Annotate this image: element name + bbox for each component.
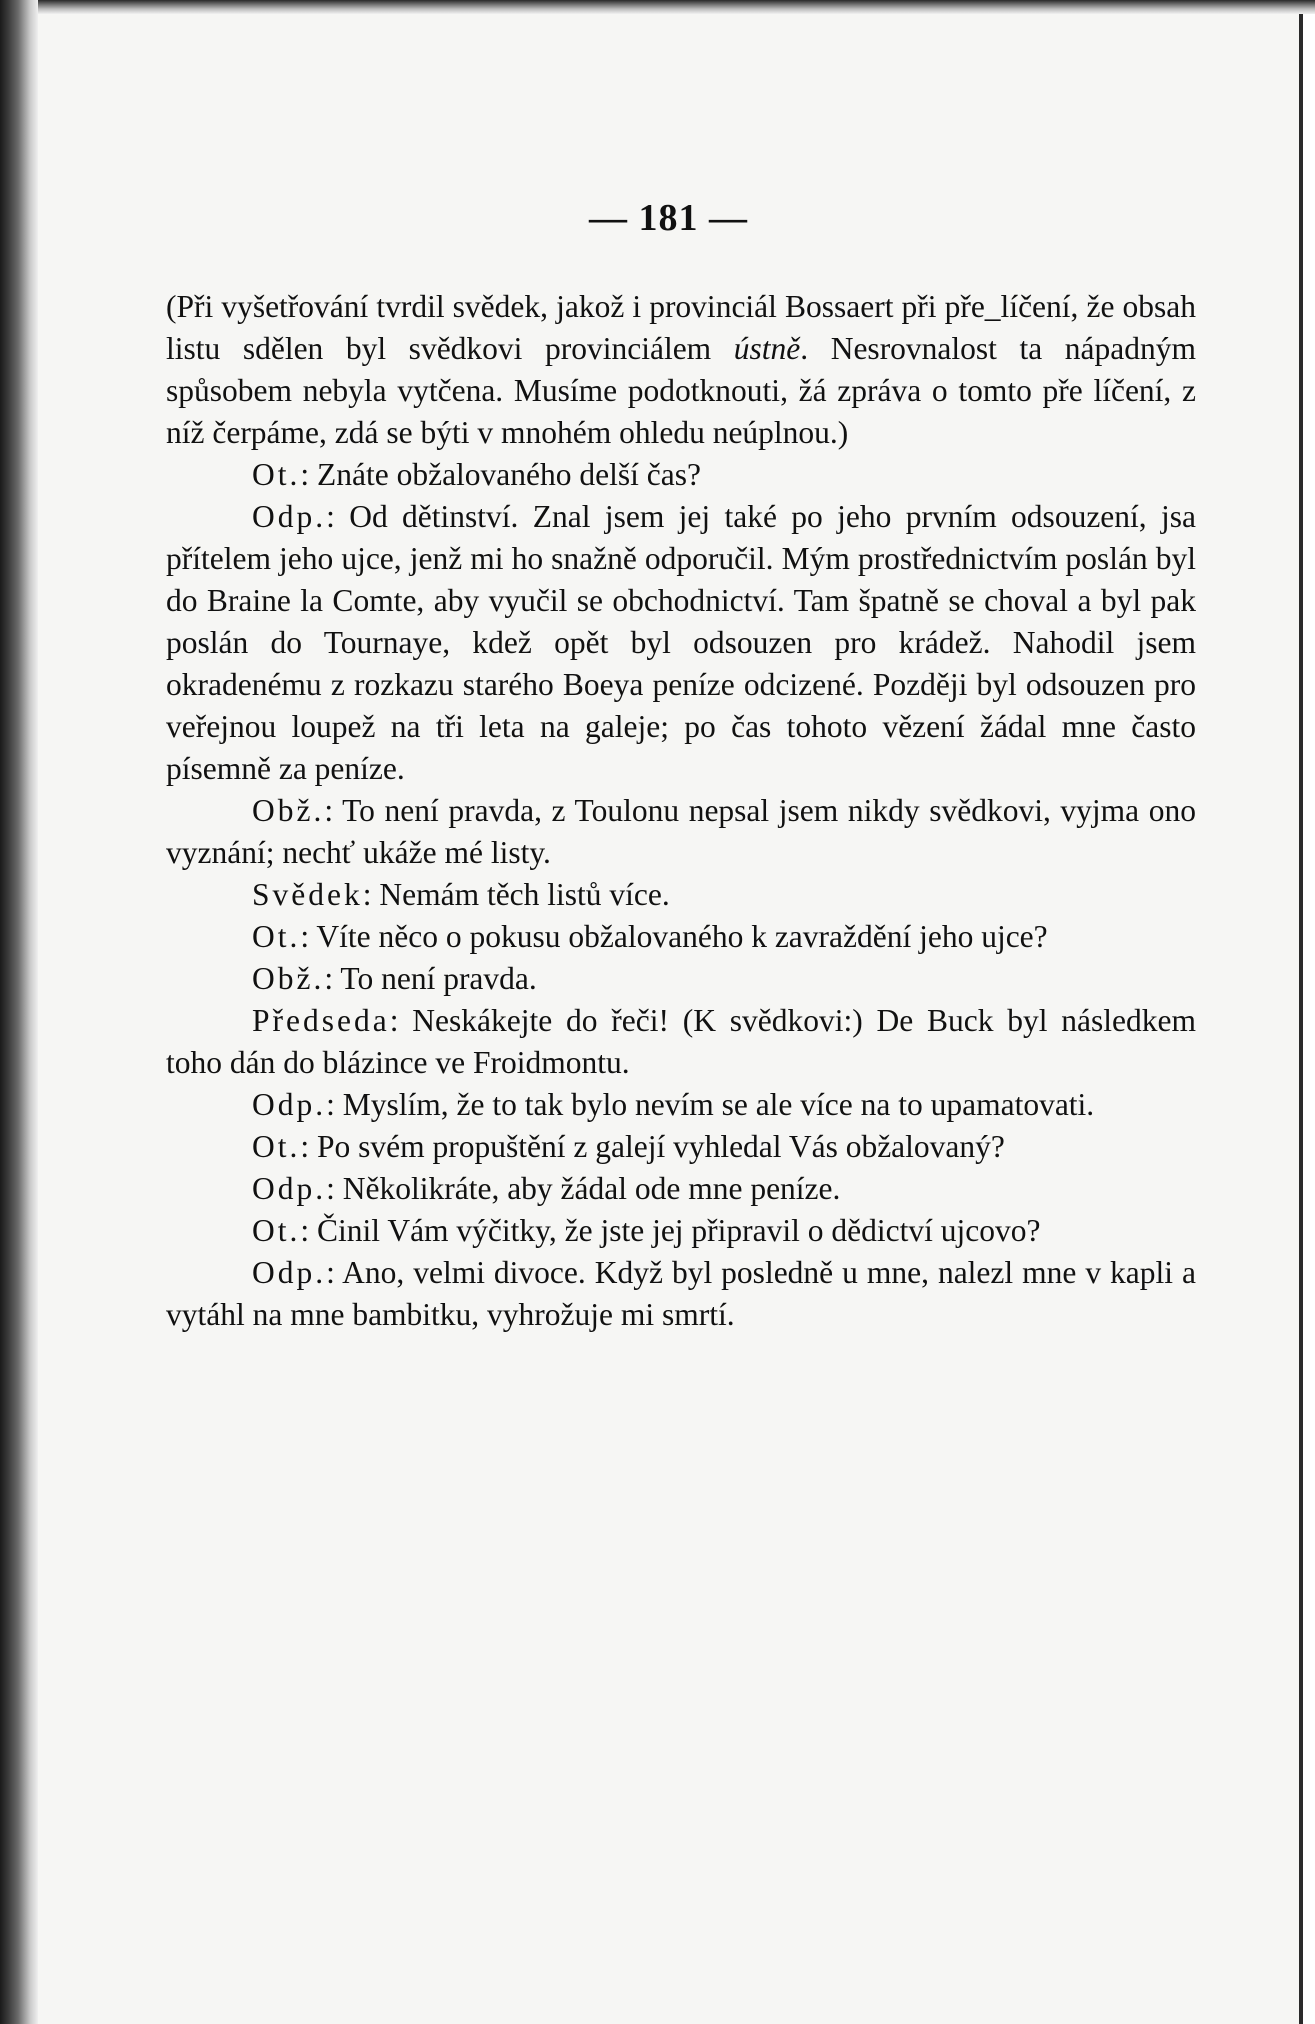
speaker-label: Ot. [252,919,301,954]
speaker-label: Ot. [252,1213,301,1248]
paragraph-text: : Myslím, že to tak bylo nevím se ale více na to upamatovati. [326,1087,1095,1122]
emphasis-text: ústně [733,331,801,366]
paragraph [166,916,1196,958]
speaker-label: Odp. [252,1087,327,1122]
speaker-label: Obž. [252,961,325,996]
paragraph-text: : Nemám těch listů více. [362,877,670,912]
paragraph-text: (Při vyšetřování tvrdil svědek, jakož i provinciál Bossaert při pře_líčení, že obsah listu sdělen byl svědkovi provinciálem [166,289,1196,366]
paragraph-text: : Po svém propuštění z galejí vyhledal Vás obžalovaný? [300,1129,1005,1164]
paragraph [166,790,1196,874]
paragraph [166,1126,1196,1168]
paragraph [166,958,1196,1000]
speaker-label: Obž. [252,793,325,828]
scan-left-edge [0,0,38,2024]
speaker-label: Ot. [252,1129,301,1164]
speaker-label: Odp. [252,499,327,534]
paragraph-text: : Neskákejte do řeči! (K svědkovi:) De Buck byl následkem toho dán do blázince ve Froidmontu. [166,1003,1196,1080]
paragraph-text: . Nesrovnalost ta nápadným spůsobem nebyla vytčena. Musíme podotknouti, žá zpráva o tomto pře líčení, z níž čerpáme, zdá se býti v mnohém ohledu neúplnou.) [166,331,1197,450]
paragraph [166,1210,1196,1252]
paragraph [166,496,1196,790]
book-page [38,14,1303,2024]
paragraph [166,1168,1196,1210]
paragraph [166,286,1196,454]
paragraph-text: : To není pravda. [324,961,537,996]
paragraph-text: : Od dětinství. Znal jsem jej také po jeho prvním odsouzení, jsa přítelem jeho ujce, jenž mi ho snažně odporučil. Mým prostřednictvím poslán byl do Braine la Comte, aby vyučil se obchodnictví. Tam špatně se choval a byl pak poslán do Tournaye, kdež opět byl odsouzen pro krádež. Nahodil jsem okradenému z rozkazu starého Boeya peníze odcizené. Později byl odsouzen pro veřejnou loupež na tři leta na galeje; po čas tohoto vězení žádal mne často písemně za peníze. [166,499,1196,786]
speaker-label: Odp. [252,1171,327,1206]
paragraph-text: : Činil Vám výčitky, že jste jej připravil o dědictví ujcovo? [300,1213,1041,1248]
paragraph [166,1252,1196,1336]
page-number: — 181 — [589,197,748,239]
paragraph-text: : Znáte obžalovaného delší čas? [300,457,701,492]
paragraph [166,1084,1196,1126]
paragraph [166,1000,1196,1084]
speaker-label: Odp. [252,1255,327,1290]
scan-top-edge [0,0,1315,14]
text-body [166,286,1196,1336]
paragraph-text: : Ano, velmi divoce. Když byl posledně u mne, nalezl mne v kapli a vytáhl na mne bambitku, vyhrožuje mi smrtí. [166,1255,1196,1332]
paragraph-text: : Několikráte, aby žádal ode mne peníze. [326,1171,841,1206]
speaker-label: Předseda [252,1003,390,1038]
paragraph [166,874,1196,916]
paragraph [166,454,1196,496]
speaker-label: Ot. [252,457,301,492]
paragraph-text: : Víte něco o pokusu obžalovaného k zavraždění jeho ujce? [300,919,1048,954]
speaker-label: Svědek [252,877,363,912]
paragraph-text: : To není pravda, z Toulonu nepsal jsem nikdy svědkovi, vyjma ono vyznání; nechť ukáže mé listy. [166,793,1196,870]
